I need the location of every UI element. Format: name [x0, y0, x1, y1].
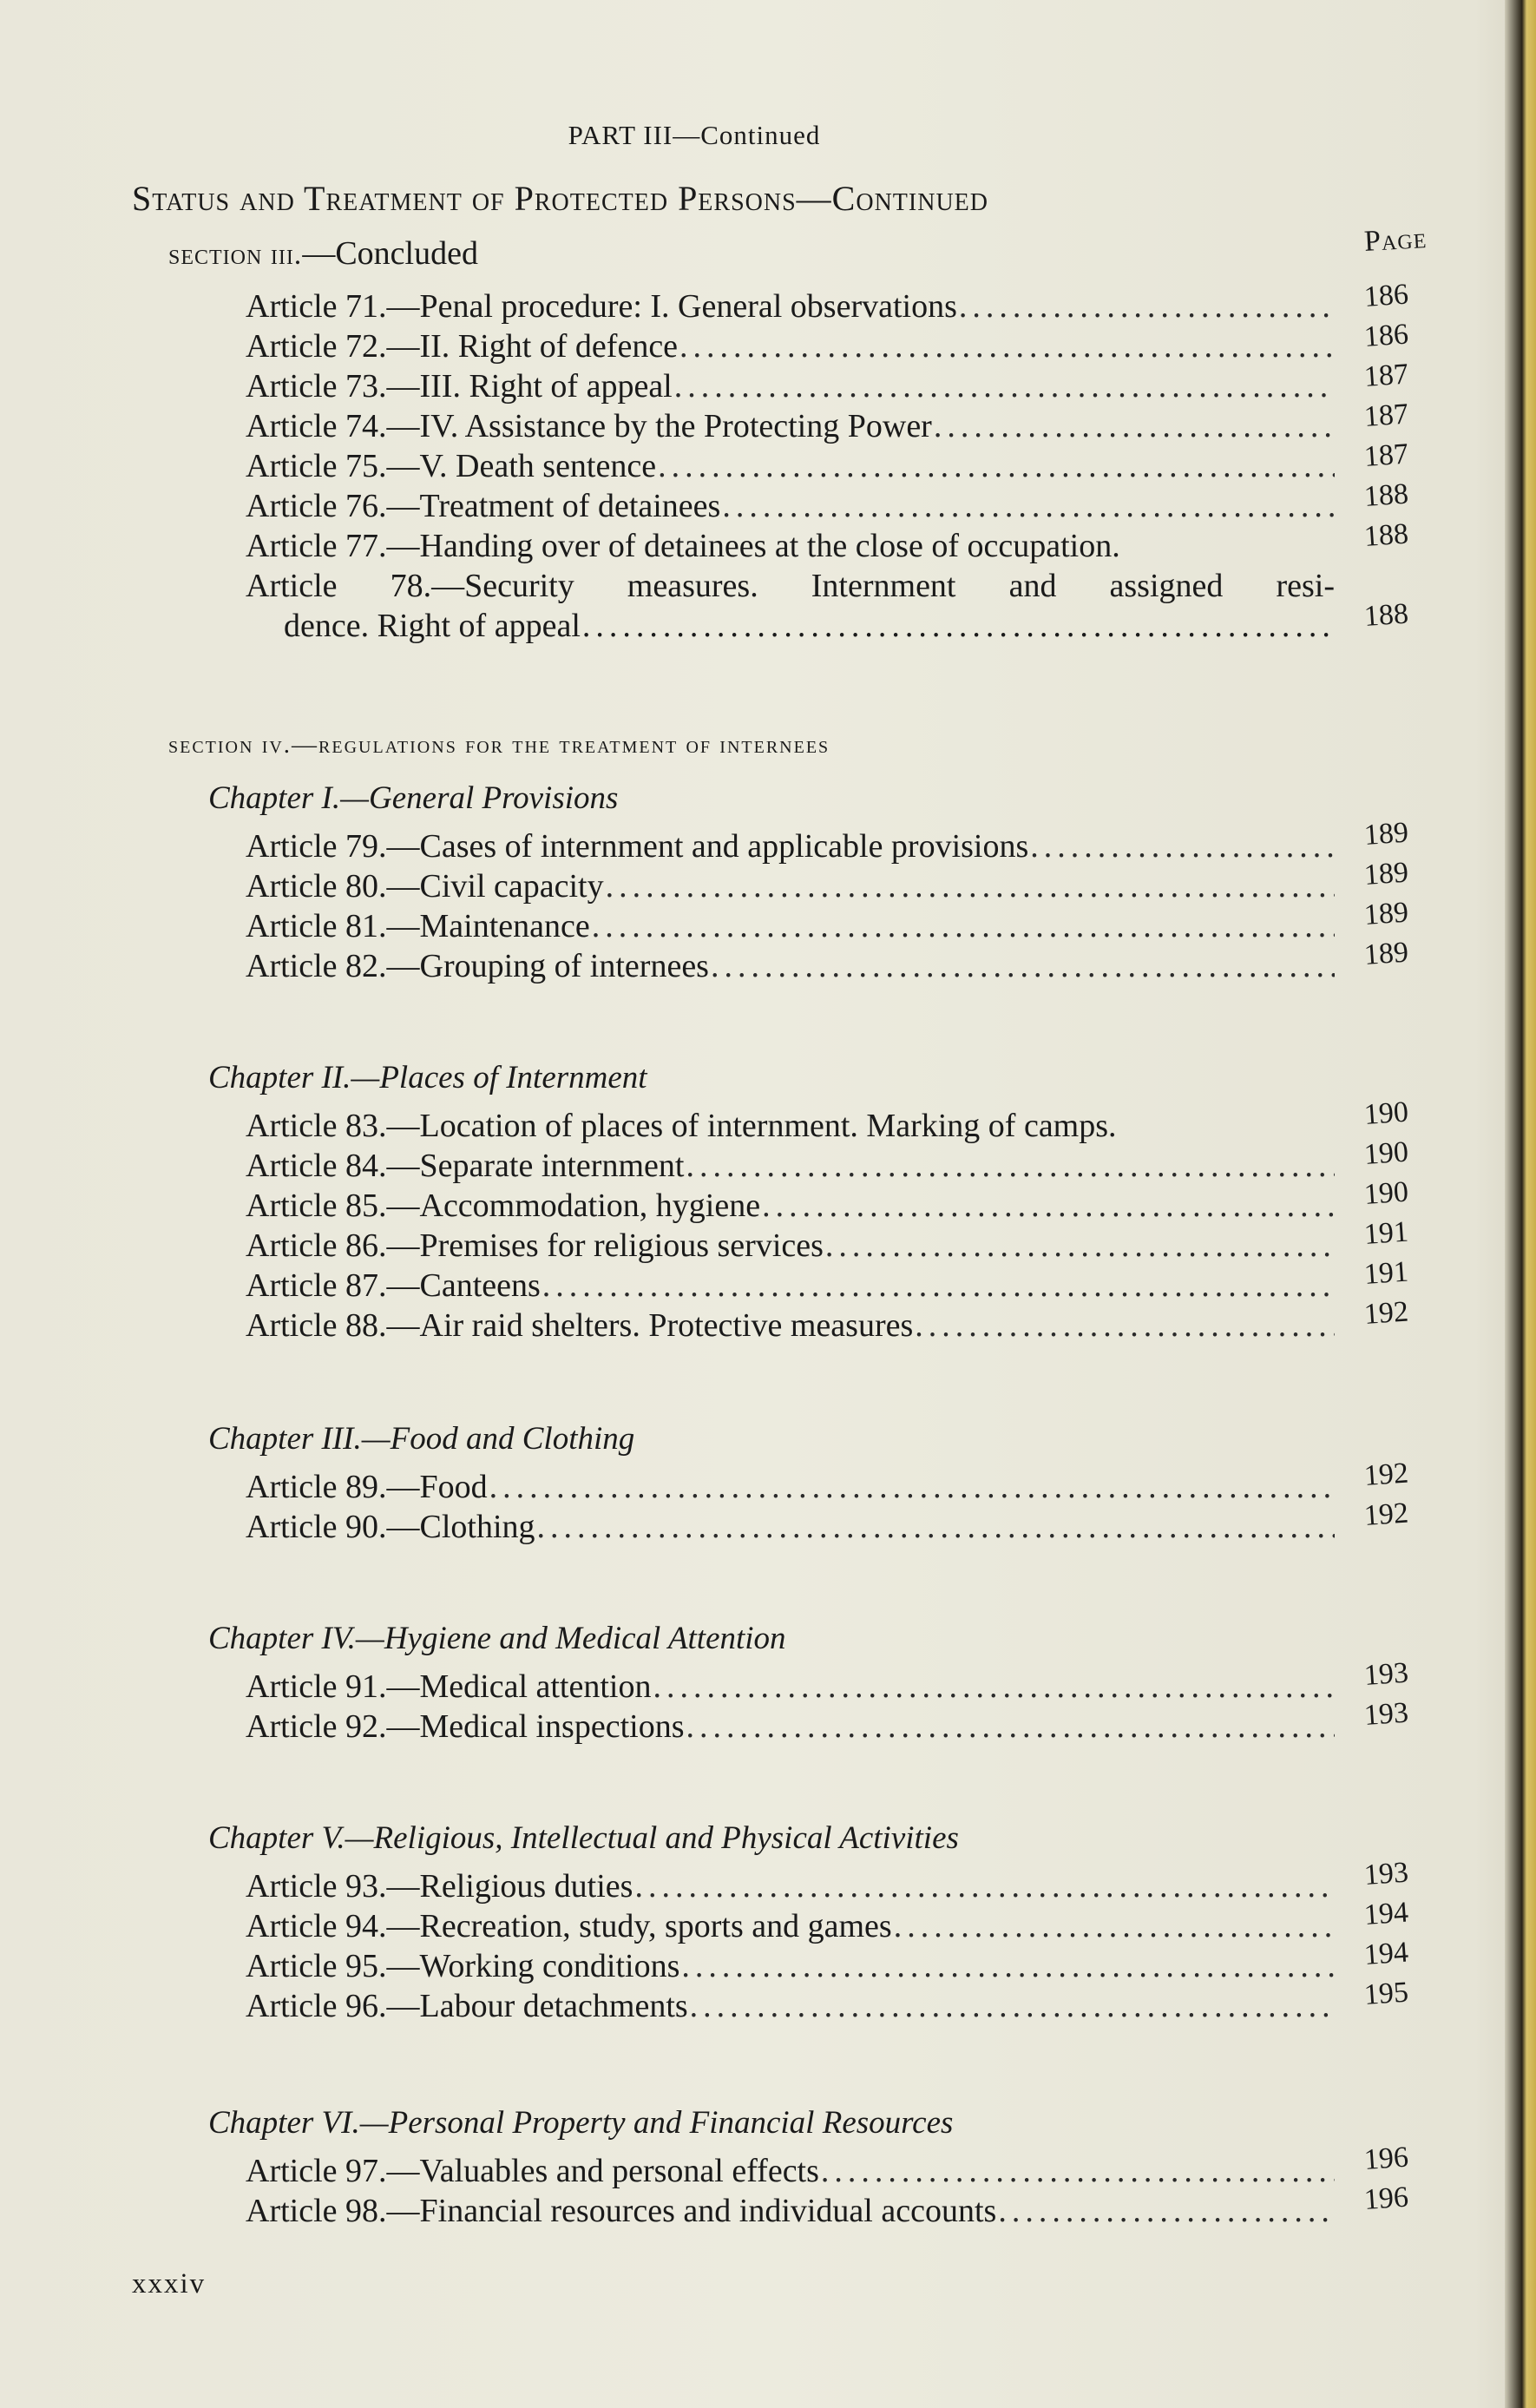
dot-leader: [722, 486, 1335, 526]
toc-page-number: 194: [1362, 1936, 1410, 1971]
toc-page-number: 196: [1362, 2181, 1410, 2216]
toc-page-number: 190: [1362, 1135, 1410, 1171]
toc-page-number: 193: [1362, 1856, 1410, 1892]
section-iii-prefix: section iii.: [168, 239, 303, 271]
toc-entry-text: Article 77.—Handing over of detainees at the close of occupation.: [246, 528, 1120, 564]
toc-entry: [246, 1667, 1335, 1707]
toc-entry-text: Article 88.—Air raid shelters. Protective measures: [246, 1307, 914, 1344]
toc-page-number: 190: [1362, 1175, 1410, 1211]
toc-entry-text: Article 76.—Treatment of detainees: [246, 488, 721, 524]
toc-entry-continuation: [246, 606, 1335, 646]
toc-entry-text: Article 92.—Medical inspections: [246, 1708, 685, 1745]
section-iii-heading: [168, 234, 478, 273]
dot-leader: [653, 1667, 1335, 1707]
toc-page-number: 192: [1362, 1497, 1410, 1532]
toc-entry: [246, 866, 1335, 906]
dot-leader: [762, 1186, 1335, 1226]
dot-leader: [915, 1306, 1335, 1345]
toc-entry: [246, 1266, 1335, 1306]
toc-entry: [246, 406, 1335, 446]
dot-leader: [489, 1467, 1335, 1507]
toc-entry-text: Article 91.—Medical attention: [246, 1668, 652, 1705]
dot-leader: [582, 606, 1335, 646]
toc-page-number: 187: [1362, 438, 1410, 473]
toc-entry: [246, 1866, 1335, 1906]
toc-entry-text: Article 80.—Civil capacity: [246, 868, 604, 905]
dot-leader: [606, 866, 1335, 906]
dot-leader: [1030, 826, 1335, 866]
dot-leader: [592, 906, 1335, 946]
toc-entry: [246, 366, 1335, 406]
toc-entry: [246, 1906, 1335, 1946]
toc-page-number: 186: [1362, 278, 1410, 313]
toc-page-number: 192: [1362, 1457, 1410, 1492]
toc-entry-text: Article 79.—Cases of internment and applicable provisions: [246, 828, 1029, 865]
dot-leader: [690, 1986, 1335, 2026]
toc-entry: [246, 1186, 1335, 1226]
toc-entry: [246, 1106, 1335, 1146]
toc-entry-text: Article 97.—Valuables and personal effects: [246, 2153, 819, 2189]
toc-entry-text: Article 71.—Penal procedure: I. General observations: [246, 288, 957, 325]
toc-page-number: 188: [1362, 597, 1410, 633]
section-iii-suffix: —Concluded: [302, 235, 478, 272]
toc-page-number: 193: [1362, 1696, 1410, 1732]
toc-entry-text: Article 75.—V. Death sentence: [246, 448, 657, 484]
toc-page-number: 191: [1362, 1215, 1410, 1251]
toc-page-number: 189: [1362, 936, 1410, 971]
dot-leader: [658, 446, 1335, 486]
toc-entry: [246, 1986, 1335, 2026]
toc-entry-text: Article 96.—Labour detachments: [246, 1988, 688, 2024]
chapter-title: Chapter III.—Food and Clothing: [208, 1421, 635, 1457]
dot-leader: [934, 406, 1335, 446]
dot-leader: [674, 366, 1335, 406]
dot-leader: [537, 1507, 1335, 1547]
toc-entry-text: Article 95.—Working conditions: [246, 1948, 680, 1984]
toc-entry: [246, 1507, 1335, 1547]
toc-entry-text: Article 82.—Grouping of internees: [246, 948, 709, 984]
dot-leader: [959, 286, 1335, 326]
toc-page-number: 195: [1362, 1976, 1410, 2011]
toc-entry: [246, 1146, 1335, 1186]
toc-entry: [246, 486, 1335, 526]
toc-entry-text: Article 85.—Accommodation, hygiene: [246, 1188, 761, 1224]
toc-page-number: 188: [1362, 517, 1410, 553]
toc-entry-text: Article 72.—II. Right of defence: [246, 328, 679, 365]
page-column-label: Page: [1363, 222, 1428, 258]
dot-leader: [679, 326, 1335, 366]
toc-entry-text: Article 74.—IV. Assistance by the Protecting Power: [246, 408, 932, 444]
toc-page-number: 188: [1362, 477, 1410, 513]
part-heading: PART III—Continued: [568, 120, 821, 150]
toc-entry-text: Article 94.—Recreation, study, sports and games: [246, 1908, 892, 1944]
toc-entry: [246, 446, 1335, 486]
dot-leader: [681, 1946, 1335, 1986]
toc-page-number: 189: [1362, 896, 1410, 931]
toc-page-number: 190: [1362, 1095, 1410, 1131]
toc-entry: [246, 826, 1335, 866]
section-iv-heading: section iv.—regulations for the treatment of internees: [168, 731, 830, 759]
toc-entry: [246, 1467, 1335, 1507]
toc-entry: [246, 906, 1335, 946]
toc-page-number: 194: [1362, 1896, 1410, 1931]
toc-entry-text: Article 78.—Security measures. Internment and assigned resi-: [246, 568, 1335, 604]
toc-entry-text: Article 81.—Maintenance: [246, 908, 590, 944]
page-folio: xxxiv: [132, 2268, 207, 2299]
dot-leader: [711, 946, 1335, 986]
toc-entry-text: Article 90.—Clothing: [246, 1509, 535, 1545]
book-spine: [1505, 0, 1536, 2408]
chapter-title: Chapter I.—General Provisions: [208, 780, 619, 816]
chapter-title: Chapter V.—Religious, Intellectual and Physical Activities: [208, 1820, 959, 1856]
toc-page-number: 196: [1362, 2141, 1410, 2176]
dot-leader: [686, 1707, 1336, 1747]
toc-page-number: 187: [1362, 398, 1410, 433]
toc-entry: [246, 946, 1335, 986]
toc-entry: [246, 1226, 1335, 1266]
toc-entry-wrapped: [246, 566, 1335, 646]
toc-entry-text: Article 89.—Food: [246, 1469, 488, 1505]
toc-entry-text: Article 86.—Premises for religious services: [246, 1227, 824, 1264]
toc-entry-text: Article 93.—Religious duties: [246, 1868, 633, 1905]
toc-page-number: 191: [1362, 1255, 1410, 1291]
dot-leader: [634, 1866, 1335, 1906]
toc-page-number: 192: [1362, 1295, 1410, 1331]
toc-entry-text: Article 83.—Location of places of internment. Marking of camps.: [246, 1108, 1117, 1144]
toc-page-number: 189: [1362, 816, 1410, 852]
toc-entry: [246, 526, 1335, 566]
toc-entry: [246, 326, 1335, 366]
toc-entry-text: Article 73.—III. Right of appeal: [246, 368, 673, 405]
toc-page-number: 186: [1362, 318, 1410, 353]
chapter-title: Chapter IV.—Hygiene and Medical Attention: [208, 1621, 786, 1656]
chapter-title: Chapter II.—Places of Internment: [208, 1060, 647, 1095]
toc-entry: [246, 2191, 1335, 2231]
dot-leader: [998, 2191, 1335, 2231]
toc-page-number: 187: [1362, 358, 1410, 393]
toc-entry-text: dence. Right of appeal: [284, 608, 581, 644]
dot-leader: [825, 1226, 1335, 1266]
chapter-title: Chapter VI.—Personal Property and Financial Resources: [208, 2105, 954, 2141]
toc-entry: [246, 1946, 1335, 1986]
toc-entry: [246, 1707, 1335, 1747]
toc-entry: [246, 1306, 1335, 1345]
toc-entry-text: Article 84.—Separate internment: [246, 1148, 685, 1184]
dot-leader: [821, 2151, 1335, 2191]
dot-leader: [894, 1906, 1335, 1946]
dot-leader: [542, 1266, 1335, 1306]
dot-leader: [686, 1146, 1335, 1186]
toc-page-number: 193: [1362, 1656, 1410, 1692]
toc-page-number: 189: [1362, 856, 1410, 891]
toc-entry-text: Article 98.—Financial resources and individual accounts: [246, 2193, 997, 2229]
toc-entry-text: Article 87.—Canteens: [246, 1267, 541, 1304]
toc-entry: [246, 2151, 1335, 2191]
status-heading: Status and Treatment of Protected Persons—Continued: [132, 179, 988, 218]
toc-entry: [246, 286, 1335, 326]
